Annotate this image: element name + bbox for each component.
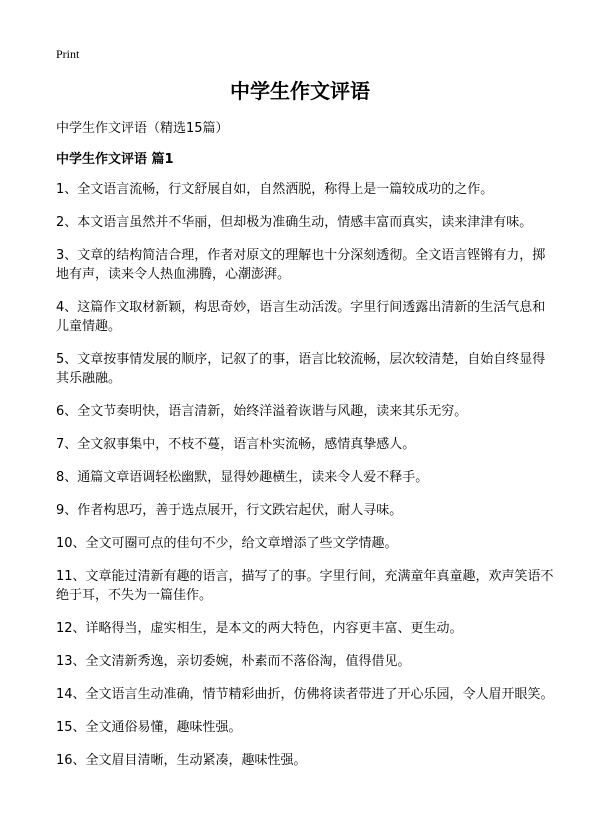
comment-item: 10、全文可圈可点的佳句不少，给文章增添了些文学情趣。: [56, 536, 398, 551]
section-heading: 中学生作文评语 篇1: [56, 152, 174, 167]
comment-item: 11、文章能过清新有趣的语言，描写了的事。字里行间，充满童年真童趣，欢声笑语不绝于耳，不失为一篇佳作。: [56, 569, 554, 603]
comment-item: 7、全文叙事集中，不枝不蔓，语言朴实流畅，感情真挚感人。: [56, 437, 416, 452]
comment-item: 5、文章按事情发展的顺序，记叙了的事，语言比较流畅，层次较清楚，自始自终显得其乐融融。: [56, 352, 546, 386]
comment-item: 6、全文节奏明快，语言清新，始终洋溢着诙谐与风趣，读来其乐无穷。: [56, 404, 468, 419]
comment-item: 2、本文语言虽然并不华丽，但却极为准确生动，情感丰富而真实，读来津津有味。: [56, 215, 533, 230]
comment-item: 4、这篇作文取材新颖，构思奇妙，语言生动活泼。字里行间透露出清新的生活气息和儿童情趣。: [56, 300, 546, 334]
comment-item: 3、文章的结构简洁合理，作者对原文的理解也十分深刻透彻。全文语言铿锵有力，掷地有声，读来令人热血沸腾，心潮澎湃。: [56, 248, 546, 282]
document-subtitle: 中学生作文评语（精选15篇）: [56, 121, 229, 136]
comment-item: 15、全文通俗易懂，趣味性强。: [56, 720, 242, 735]
page-title: 中学生作文评语: [230, 79, 370, 103]
comment-item: 16、全文眉目清晰，生动紧凑，趣味性强。: [56, 753, 307, 768]
comment-item: 8、通篇文章语调轻松幽默，显得妙趣横生，读来令人爱不释手。: [56, 470, 429, 485]
comment-item: 9、作者构思巧，善于选点展开，行文跌宕起伏，耐人寻味。: [56, 503, 403, 518]
comment-item: 13、全文清新秀逸，亲切委婉，朴素而不落俗淘，值得借见。: [56, 654, 411, 669]
comment-item: 14、全文语言生动准确，情节精彩曲折，仿佛将读者带进了开心乐园，令人眉开眼笑。: [56, 687, 554, 702]
comment-list: [56, 180, 556, 784]
comment-item: 1、全文语言流畅，行文舒展自如，自然洒脱，称得上是一篇较成功的之作。: [56, 182, 494, 197]
comment-item: 12、详略得当，虚实相生，是本文的两大特色，内容更丰富、更生动。: [56, 621, 463, 636]
print-label: Print: [56, 47, 80, 61]
